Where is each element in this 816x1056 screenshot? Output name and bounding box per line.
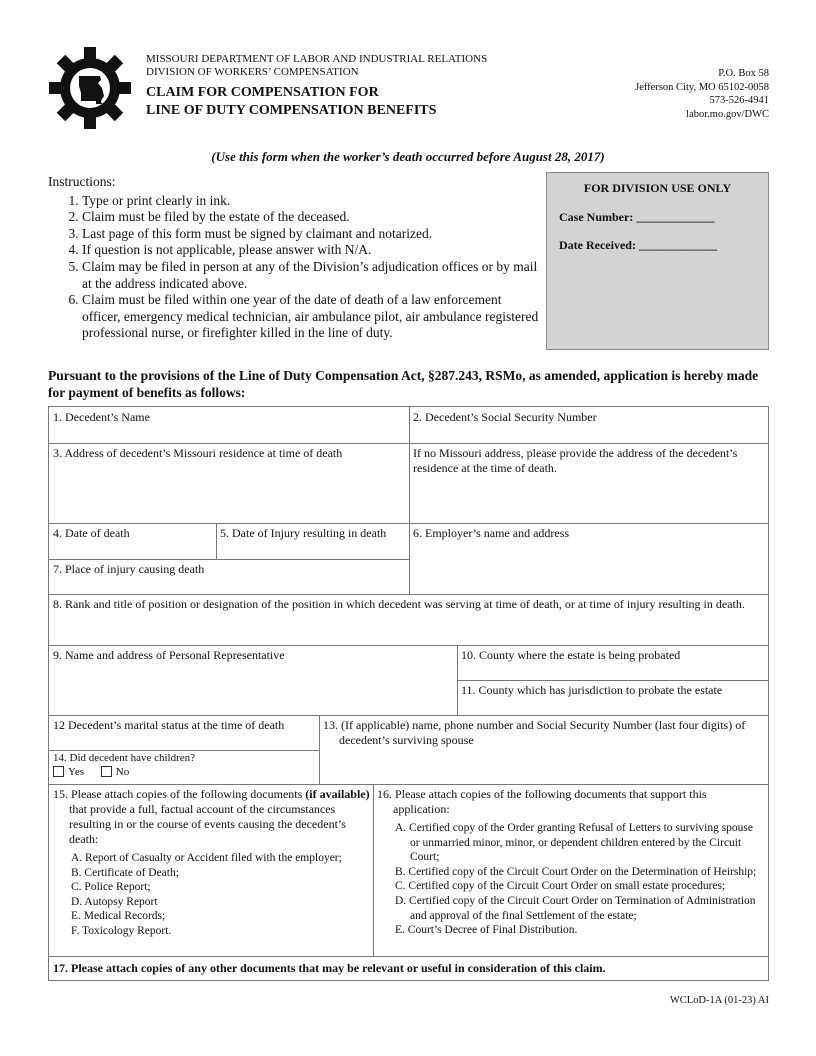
form-subtitle: (Use this form when the worker’s death occurred before August 28, 2017)	[211, 149, 605, 164]
instruction-item: 4. If question is not applicable, please answer with N/A.	[82, 242, 543, 259]
jurisdiction-county-field[interactable]: 11. County which has jurisdiction to probate the estate	[461, 683, 723, 697]
death-document-item: F. Toxicology Report.	[71, 924, 172, 937]
death-document-item: B. Certificate of Death;	[71, 866, 179, 879]
employer-field[interactable]: 6. Employer’s name and address	[413, 526, 570, 540]
form-title-line2: LINE OF DUTY COMPENSATION BENEFITS	[146, 103, 437, 118]
support-documents-heading: 16. Please attach copies of the following documents that support this application:	[377, 787, 707, 816]
address-line: P.O. Box 58	[718, 68, 769, 79]
instructions	[48, 174, 543, 342]
missouri-address-field[interactable]: 3. Address of decedent’s Missouri residence at time of death	[53, 446, 343, 460]
decedent-ssn-field[interactable]: 2. Decedent’s Social Security Number	[413, 410, 597, 424]
death-documents-heading	[53, 787, 371, 847]
other-address-field[interactable]: If no Missouri address, please provide the address of the decedent’s residence at the time of death.	[413, 446, 738, 475]
support-document-item: B. Certified copy of the Circuit Court Order on the Determination of Heirship;	[395, 865, 757, 878]
death-document-item: C. Police Report;	[71, 881, 151, 894]
department-name: MISSOURI DEPARTMENT OF LABOR AND INDUSTRIAL RELATIONS	[146, 53, 488, 65]
division-name: DIVISION OF WORKERS’ COMPENSATION	[146, 66, 359, 78]
instruction-item: 3. Last page of this form must be signed by claimant and notarized.	[82, 226, 543, 243]
death-document-item: A. Report of Casualty or Accident filed with the employer;	[71, 852, 342, 864]
if-available-note: (if available)	[305, 787, 370, 801]
form-title-line1: CLAIM FOR COMPENSATION FOR	[146, 85, 379, 100]
address-line: Jefferson City, MO 65102-0058	[635, 81, 769, 93]
rank-title-field[interactable]: 8. Rank and title of position or designation of the position in which decedent was serving at time of death, or at time of injury resulting in death.	[53, 597, 745, 611]
surviving-spouse-field[interactable]: 13. (If applicable) name, phone number and Social Security Number (last four digits) of decedent’s surviving spouse	[323, 718, 746, 747]
claim-form-table	[48, 406, 769, 981]
case-number-field: Case Number: _____________	[559, 210, 715, 224]
death-document-item: E. Medical Records;	[71, 910, 166, 923]
death-documents-heading-a: 15. Please attach copies of the following documents	[53, 787, 306, 801]
death-document-item: D. Autopsy Report	[71, 895, 158, 908]
personal-representative-field[interactable]: 9. Name and address of Personal Representative	[53, 648, 285, 662]
instruction-item: 6. Claim must be filed within one year of the date of death of a law enforcement officer, emergency medical technician, air ambulance pilot, air ambulance registered professional nurse, or firefighter killed in the line of duty.	[82, 292, 543, 342]
support-documents-section	[377, 787, 763, 938]
children-yes-label: Yes	[68, 766, 85, 778]
date-of-death-field[interactable]: 4. Date of death	[53, 526, 130, 540]
other-documents-field: 17. Please attach copies of any other documents that may be relevant or useful in consideration of this claim.	[53, 961, 606, 975]
probate-county-field[interactable]: 10. County where the estate is being probated	[461, 648, 681, 662]
form-number: WCLoD-1A (01-23) AI	[669, 995, 769, 1006]
support-document-item: A. Certified copy of the Order granting Refusal of Letters to surviving spouse or unmarried minor, minor, or dependent children entered by the Circuit Court;	[395, 822, 754, 864]
date-received-field: Date Received: _____________	[559, 238, 717, 252]
marital-status-field[interactable]: 12 Decedent’s marital status at the time of death	[53, 718, 285, 732]
address-line: labor.mo.gov/DWC	[686, 108, 769, 120]
children-yes-checkbox[interactable]	[53, 766, 64, 777]
children-question: 14. Did decedent have children?	[53, 752, 196, 764]
support-document-item: C. Certified copy of the Circuit Court Order on small estate procedures;	[395, 880, 726, 893]
support-document-item: D. Certified copy of the Circuit Court Order on Termination of Administration and approval of the final Settlement of the estate;	[395, 894, 756, 922]
instructions-heading: Instructions:	[48, 174, 116, 189]
instruction-item: 5. Claim may be filed in person at any of the Division’s adjudication offices or by mail at the address indicated above.	[82, 259, 543, 292]
statute-statement: Pursuant to the provisions of the Line of Duty Compensation Act, §287.243, RSMo, as amended, application is hereby made for payment of benefits as follows:	[48, 368, 759, 400]
division-use-heading: FOR DIVISION USE ONLY	[583, 181, 732, 195]
date-of-injury-field[interactable]: 5. Date of Injury resulting in death	[220, 526, 387, 540]
address-line: 573-526-4941	[709, 95, 769, 106]
mailing-address	[569, 67, 769, 121]
children-options	[53, 766, 129, 780]
division-logo-gear-icon	[48, 46, 132, 130]
death-documents-heading-c: that provide a full, factual account of the circumstances resulting in or the course of events causing the decedent’s death:	[69, 802, 346, 846]
division-use-box	[546, 172, 769, 350]
children-no-label: No	[115, 766, 130, 778]
instruction-item: 2. Claim must be filed by the estate of the deceased.	[82, 209, 543, 226]
children-no-checkbox[interactable]	[101, 766, 112, 777]
support-document-item: E. Court’s Decree of Final Distribution.	[395, 924, 578, 937]
instruction-item: 1. Type or print clearly in ink.	[82, 193, 543, 210]
place-of-injury-field[interactable]: 7. Place of injury causing death	[53, 562, 205, 576]
decedent-name-field[interactable]: 1. Decedent’s Name	[53, 410, 150, 424]
death-documents-section	[53, 787, 371, 939]
